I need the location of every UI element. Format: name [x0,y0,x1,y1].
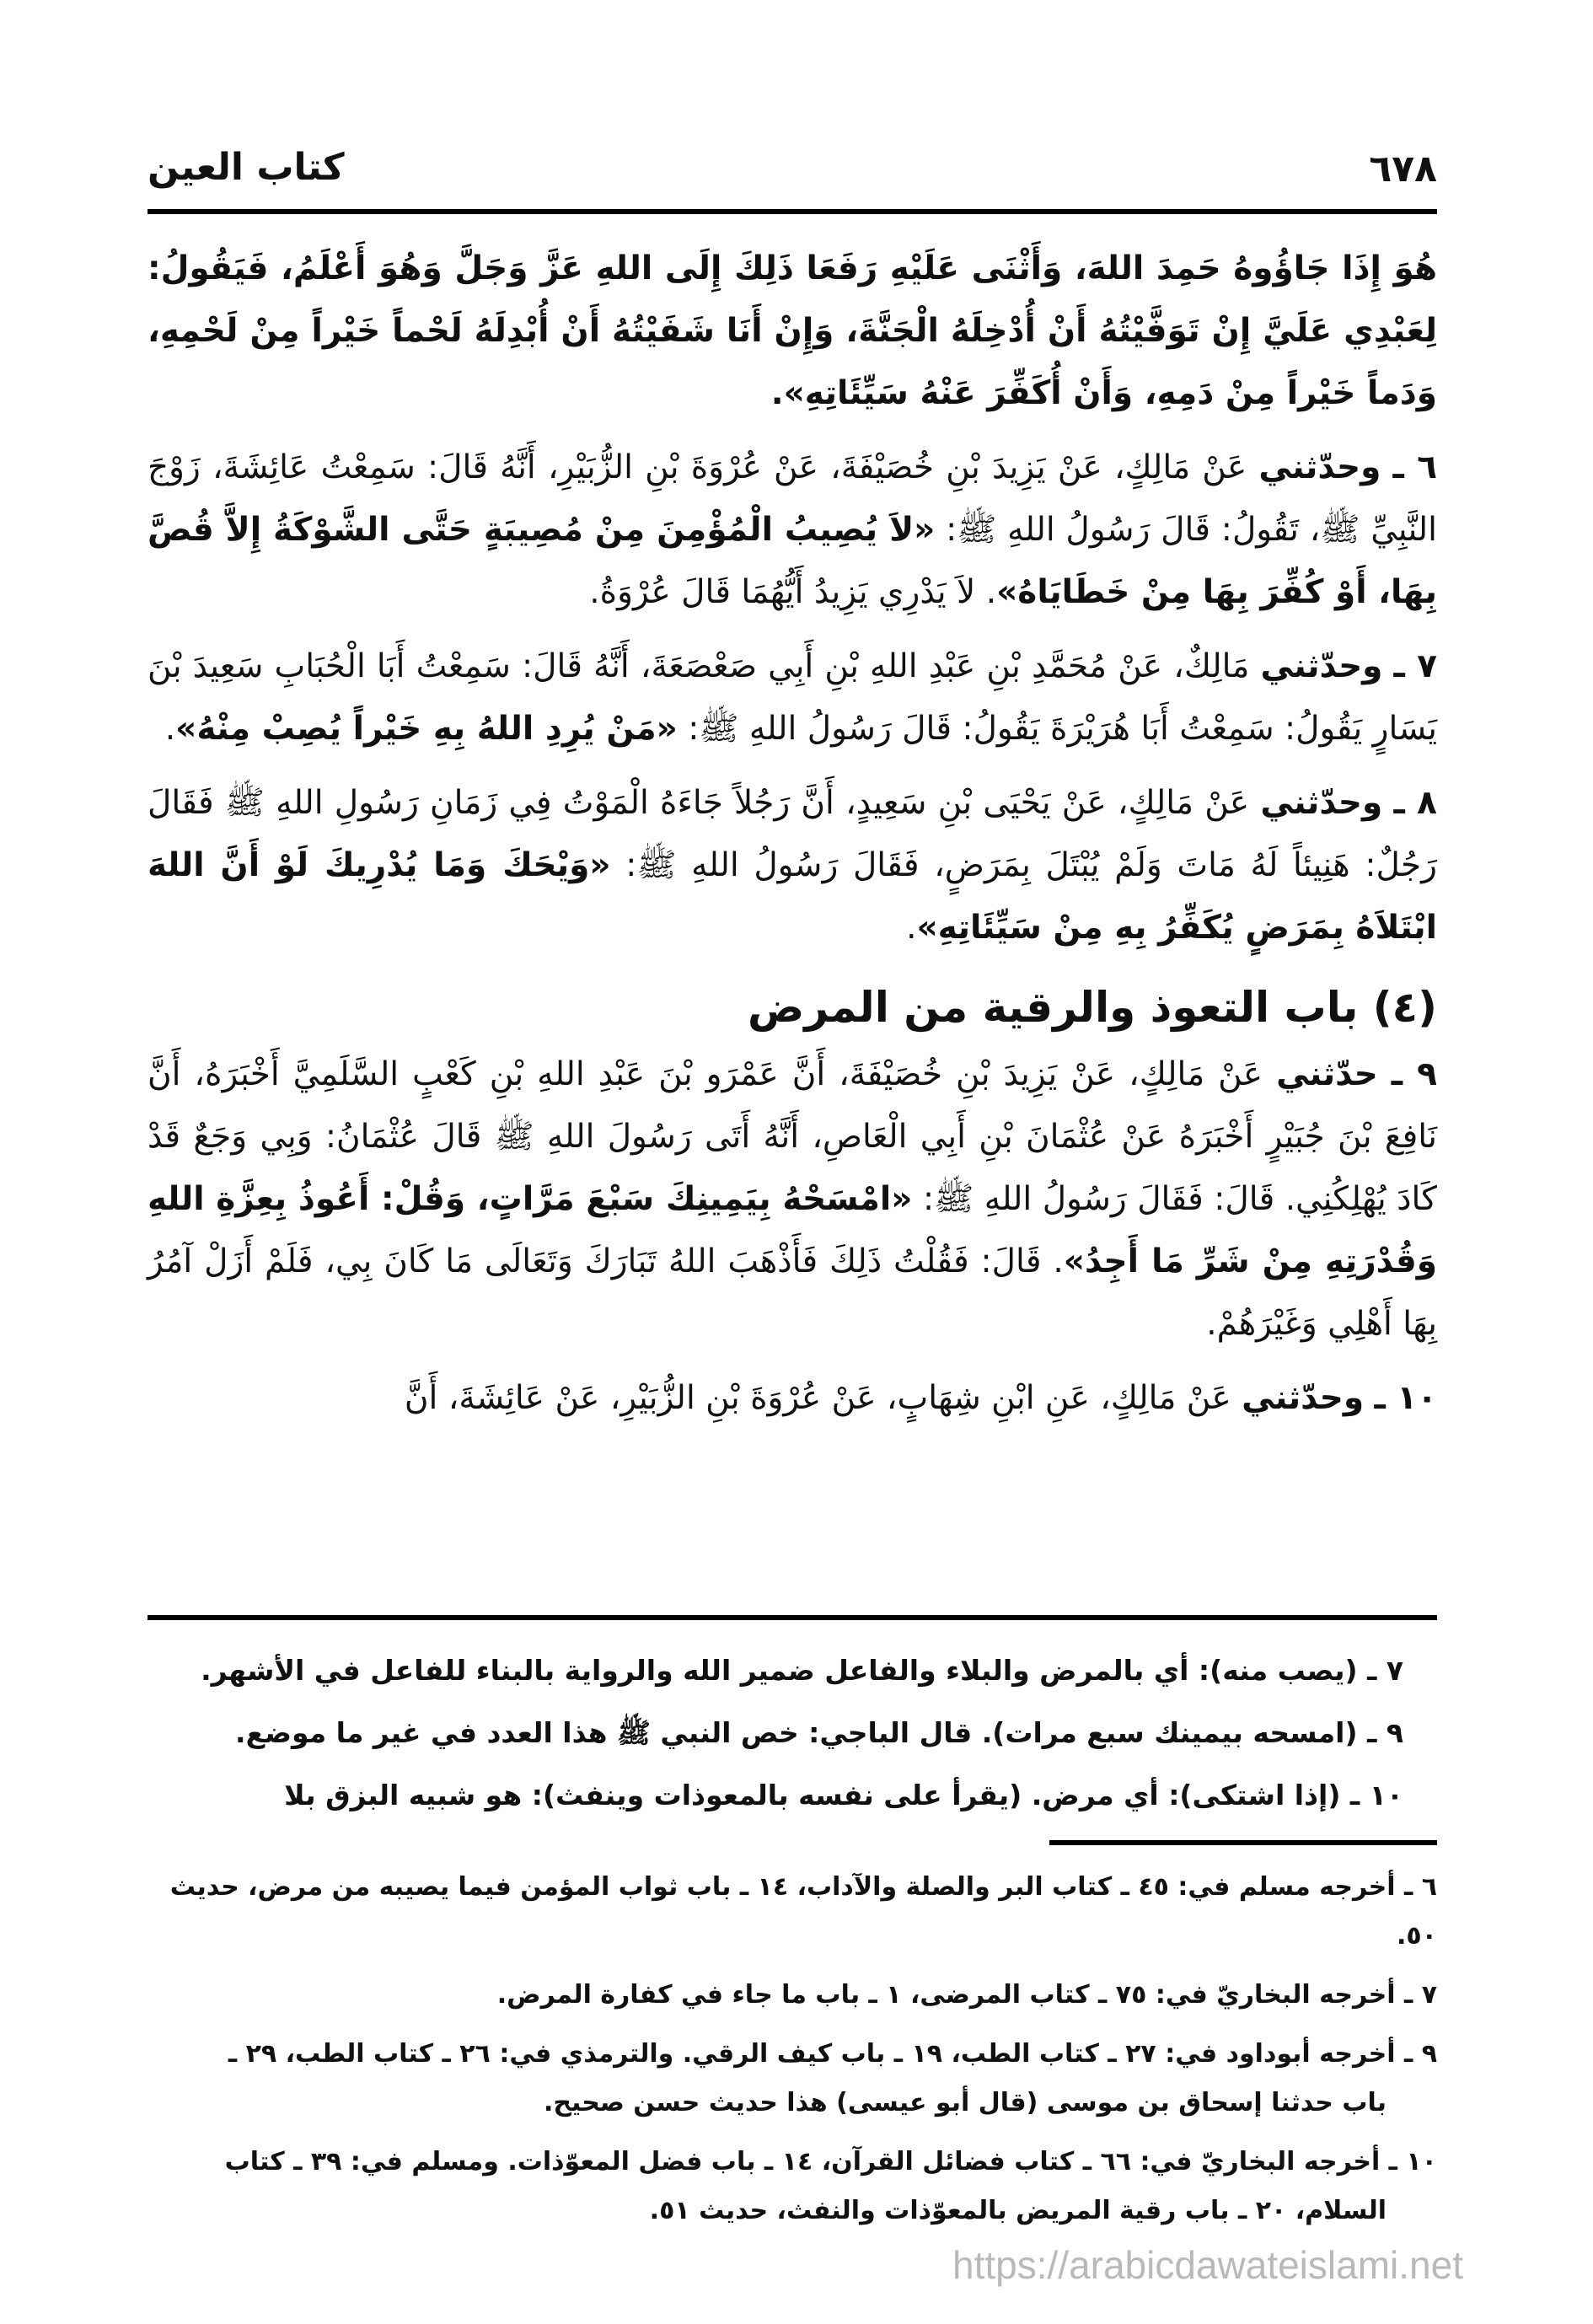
note-number: ٧ ـ [1367,1654,1403,1687]
footnote-rule [148,1615,1437,1620]
paragraph-continuation [148,238,1437,425]
trailing-text: . [164,710,176,748]
chapter-heading: (٤) باب التعوذ والرقية من المرض [748,983,1437,1032]
running-title: كتاب العين [148,146,345,189]
hadith-6 [148,437,1437,624]
hadith-number: ٦ ـ [1392,448,1437,486]
reference-continuation: باب حدثنا إسحاق بن موسى (قال أبو عيسى) هذا حديث حسن صحيح. [543,2088,1386,2117]
hadith-number: ٨ ـ [1393,784,1437,822]
note-item [148,1768,1437,1822]
reference-item [148,2030,1437,2128]
hadith-quote: هُوَ إِذَا جَاؤُوهُ حَمِدَ اللهَ، وَأَثْنَى عَلَيْهِ رَفَعَا ذَلِكَ إِلَى اللهِ عَزَّ وَجَلَّ وَهُوَ أَعْلَمُ، فَيَقُولُ: لِعَبْدِي عَلَيَّ إِنْ تَوَفَّيْتُهُ أَنْ أُدْخِلَهُ الْجَنَّةَ، وَإِنْ أَنَا شَفَيْتُهُ أَنْ أُبْدِلَهُ لَحْماً خَيْراً مِنْ لَحْمِهِ، وَدَماً خَيْراً مِنْ دَمِهِ، وَأَنْ أُكَفِّرَ عَنْهُ سَيِّئَاتِهِ». [148,250,1437,412]
page-header [148,139,1437,198]
trailing-text: . [906,909,917,947]
hadith-9 [148,1044,1437,1355]
note-number: ١٠ ـ [1349,1779,1403,1811]
note-term: (يصب منه) [1210,1654,1358,1687]
narration-lead: وحدّثني [1258,448,1381,486]
hadith-quote: «امْسَحْهُ بِيَمِينِكَ سَبْعَ مَرَّاتٍ، وَقُلْ: أَعُوذُ بِعِزَّةِ اللهِ وَقُدْرَتِهِ مِنْ شَرِّ مَا أَجِدُ» [148,1180,1437,1280]
note-item [148,1706,1437,1760]
reference-item [148,1971,1437,2020]
reference-text: ١٠ ـ أخرجه البخاريّ في: ٦٦ ـ كتاب فضائل القرآن، ١٤ ـ باب فضل المعوّذات. ومسلم في: ٣٩ ـ كتاب [224,2147,1437,2176]
reference-continuation: السلام، ٢٠ ـ باب رقية المريض بالمعوّذات والنفث، حديث ٥١. [649,2196,1386,2225]
main-text [148,238,1437,1441]
isnad-text: عَنْ مَالِكٍ، عَنِ ابْنِ شِهَابٍ، عَنْ عُرْوَةَ بْنِ الزُّبَيْرِ، عَنْ عَائِشَةَ، أَنَّ [404,1379,1242,1417]
header-rule [148,209,1437,214]
note-text: : أي مرض. [1031,1779,1180,1811]
reference-item [148,2138,1437,2235]
note-text: : هو شبيه البزق بلا [284,1779,543,1811]
reference-text: ٦ ـ أخرجه مسلم في: ٤٥ ـ كتاب البر والصلة والآداب، ١٤ ـ باب ثواب المؤمن فيما يصيبه من مرض، حديث ٥٠. [169,1872,1437,1951]
note-text: . قال الباجي: خص النبي ﷺ هذا العدد في غير ما موضع. [235,1716,993,1749]
reference-text: ٧ ـ أخرجه البخاريّ في: ٧٥ ـ كتاب المرضى، ١ ـ باب ما جاء في كفارة المرض. [496,1980,1437,2010]
note-text: : أي بالمرض والبلاء والفاعل ضمير الله والرواية بالبناء للفاعل في الأشهر. [201,1654,1210,1687]
takhrij-references [148,1863,1437,2246]
note-item [148,1644,1437,1698]
isnad-text: مَالِكٌ، عَنْ مُحَمَّدِ بْنِ عَبْدِ اللهِ بْنِ أَبِي صَعْصَعَةَ، أَنَّهُ قَالَ: سَمِعْتُ أَبَا الْحُبَابِ سَعِيدَ بْنَ يَسَارٍ يَقُولُ: سَمِعْتُ أَبَا هُرَيْرَةَ يَقُولُ: قَالَ رَسُولُ اللهِ ﷺ: [148,647,1437,748]
narration-lead: وحدّثني [1242,1379,1365,1417]
trailing-text: . لاَ يَدْرِي يَزِيدُ أَيُّهُمَا قَالَ عُرْوَةُ. [589,573,997,611]
reference-text: ٩ ـ أخرجه أبوداود في: ٢٧ ـ كتاب الطب، ١٩ ـ باب كيف الرقي. والترمذي في: ٢٦ ـ كتاب الطب، ٢٩ ـ [228,2039,1437,2069]
page-number: ٦٧٨ [1369,148,1437,191]
hadith-number: ١٠ ـ [1374,1379,1437,1417]
hadith-8 [148,772,1437,959]
isnad-text: عَنْ مَالِكٍ، عَنْ يَزِيدَ بْنِ خُصَيْفَةَ، أَنَّ عَمْرَو بْنَ عَبْدِ اللهِ بْنِ كَعْبٍ السَّلَمِيَّ أَخْبَرَهُ، أَنَّ نَافِعَ بْنَ جُبَيْرٍ أَخْبَرَهُ عَنْ عُثْمَانَ بْنِ أَبِي الْعَاصِ، أَنَّهُ أَتَى رَسُولَ اللهِ ﷺ قَالَ عُثْمَانُ: وَبِي وَجَعٌ قَدْ كَادَ يُهْلِكُنِي. قَالَ: فَقَالَ رَسُولُ اللهِ ﷺ: [148,1055,1437,1218]
note-term: (امسحه بيمينك سبع مرات) [992,1716,1358,1749]
hadith-7 [148,636,1437,760]
hadith-quote: «لاَ يُصِيبُ الْمُؤْمِنَ مِنْ مُصِيبَةٍ حَتَّى الشَّوْكَةُ إِلاَّ قُصَّ بِهَا، أَوْ كُفِّرَ بِهَا مِنْ خَطَايَاهُ» [148,511,1437,611]
hadith-number: ٩ ـ [1391,1055,1437,1093]
commentary-notes [148,1644,1437,1831]
hadith-quote: «مَنْ يُرِدِ اللهُ بِهِ خَيْراً يُصِبْ مِنْهُ» [175,710,678,748]
book-page [148,0,1437,2324]
references-rule [1049,1840,1437,1845]
isnad-text: عَنْ مَالِكٍ، عَنْ يَحْيَى بْنِ سَعِيدٍ، أَنَّ رَجُلاً جَاءَهُ الْمَوْتُ فِي زَمَانِ رَسُولِ اللهِ ﷺ فَقَالَ رَجُلٌ: هَنِيئاً لَهُ مَاتَ وَلَمْ يُبْتَلَ بِمَرَضٍ، فَقَالَ رَسُولُ اللهِ ﷺ: [148,784,1437,884]
note-number: ٩ ـ [1367,1716,1403,1749]
hadith-number: ٧ ـ [1393,647,1437,685]
narration-lead: وحدّثني [1260,784,1383,822]
reference-item [148,1863,1437,1961]
note-term: (يقرأ على نفسه بالمعوذات وينفث) [542,1779,1022,1811]
note-term: (إذا اشتكى) [1179,1779,1341,1811]
narration-lead: حدّثني [1276,1055,1378,1093]
hadith-10 [148,1367,1437,1430]
hadith-quote: «وَيْحَكَ وَمَا يُدْرِيكَ لَوْ أَنَّ اللهَ ابْتَلاَهُ بِمَرَضٍ يُكَفِّرُ بِهِ مِنْ سَيِّئَاتِهِ» [148,846,1437,947]
trailing-text: . قَالَ: فَقُلْتُ ذَلِكَ فَأَذْهَبَ اللهُ تَبَارَكَ وَتَعَالَى مَا كَانَ بِي، فَلَمْ أَزَلْ آمُرُ بِهَا أَهْلِي وَغَيْرَهُمْ. [148,1243,1437,1343]
watermark-url: https://arabicdawateislami.net [952,2243,1463,2287]
isnad-text: عَنْ مَالِكٍ، عَنْ يَزِيدَ بْنِ خُصَيْفَةَ، عَنْ عُرْوَةَ بْنِ الزُّبَيْرِ، أَنَّهُ قَالَ: سَمِعْتُ عَائِشَةَ، زَوْجَ النَّبِيِّ ﷺ، تَقُولُ: قَالَ رَسُولُ اللهِ ﷺ: [148,448,1437,549]
narration-lead: وحدّثني [1260,647,1383,685]
